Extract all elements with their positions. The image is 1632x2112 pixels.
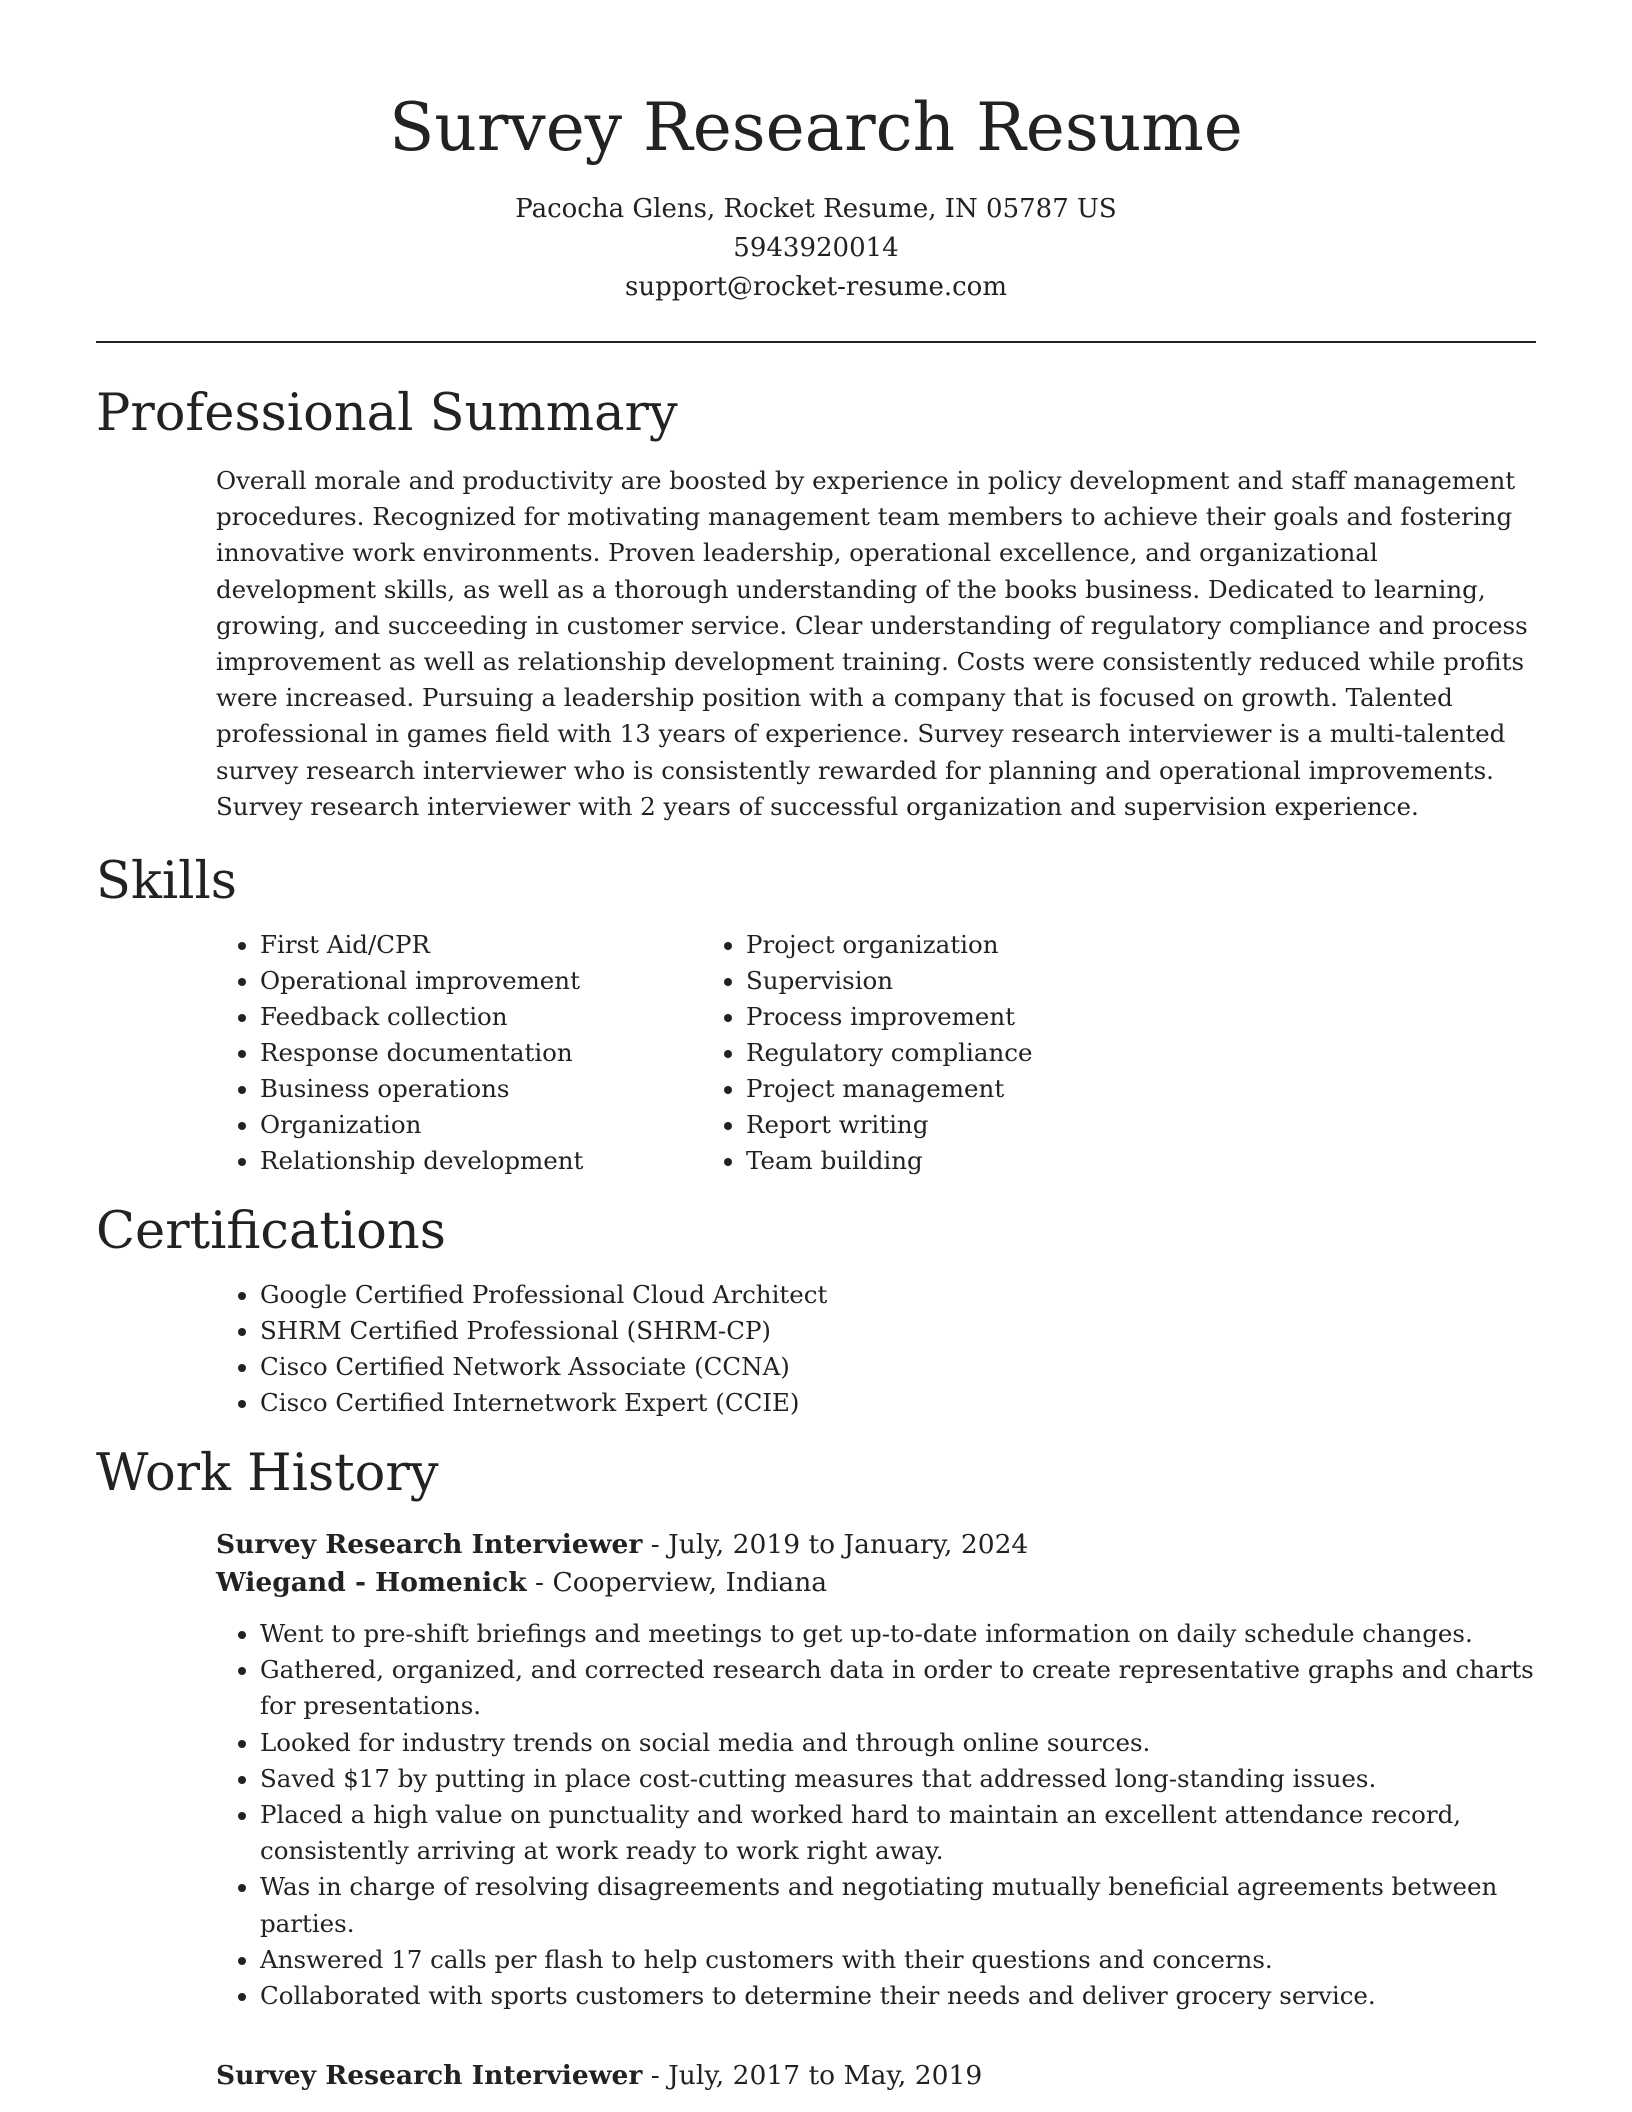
contact-phone: 5943920014 [733,233,899,263]
duty-item: • Answered 17 calls per flash to help customers with their questions and concerns. [260,1942,1536,1978]
contact-email: support@rocket-resume.com [624,272,1007,302]
job-role: Survey Research Interviewer [216,2060,643,2092]
work-history-heading: Work History [96,1444,439,1504]
skill-item: • Report writing [746,1107,1232,1143]
job-location: Cooperview, Indiana [552,1567,828,1599]
skill-item: • Supervision [746,963,1232,999]
resume-page [96,0,1536,2095]
job-title-line: Survey Research Interviewer - July, 2019 to January, 2024 [216,1529,1029,1561]
skill-item: • Team building [746,1143,1232,1179]
certification-item: • Cisco Certified Internetwork Expert (CCIE) [260,1385,1536,1421]
skill-item: • Feedback collection [260,999,746,1035]
skills-heading: Skills [96,852,237,912]
duty-item: • Went to pre-shift briefings and meetings to get up-to-date information on daily schedule changes. [260,1616,1536,1652]
duty-item: • Gathered, organized, and corrected research data in order to create representative graphs and charts for presentations. [260,1652,1536,1724]
skill-item: • Process improvement [746,999,1232,1035]
contact-block [96,190,1536,307]
skill-item: • Business operations [260,1071,746,1107]
skill-item: • Relationship development [260,1143,746,1179]
skills-column-2 [746,927,1232,1179]
job-entry [216,2056,1536,2095]
resume-title: Survey Research Resume [389,89,1243,166]
skill-item: • Project organization [746,927,1232,963]
duty-item: • Placed a high value on punctuality and worked hard to maintain an excellent attendance record, consistently arriving at work ready to work right away. [260,1797,1536,1869]
summary-text: Overall morale and productivity are boosted by experience in policy development and staff management procedures. Recognized for motivating management team members to achieve their goals and fostering innovative work environments. Proven leadership, operational excellence, and organizational development skills, as well as a thorough understanding of the books business. Dedicated to learning, growing, and succeeding in customer service. Clear understanding of regulatory compliance and process improvement as well as relationship development training. Costs were consistently reduced while profits were increased. Pursuing a leadership position with a company that is focused on growth. Talented professional in games field with 13 years of experience. Survey research interviewer is a multi-talented survey research interviewer who is consistently rewarded for planning and operational improvements. Survey research interviewer with 2 years of successful organization and supervision experience. [216,466,1528,821]
summary-heading: Professional Summary [96,384,678,443]
job-dates: July, 2019 to January, 2024 [668,1529,1029,1561]
duty-item: • Looked for industry trends on social media and through online sources. [260,1725,1536,1761]
job-role: Survey Research Interviewer [216,1529,643,1561]
certifications-list [96,1277,1536,1421]
skill-item: • Response documentation [260,1035,746,1071]
job-entry [216,1525,1536,2014]
skill-item: • Operational improvement [260,963,746,999]
job-title-line: Survey Research Interviewer - July, 2017 to May, 2019 [216,2060,983,2092]
skills-column-1 [96,927,746,1179]
skill-item: • First Aid/CPR [260,927,746,963]
duty-item: • Saved $17 by putting in place cost-cutting measures that addressed long-standing issues. [260,1761,1536,1797]
skill-item: • Regulatory compliance [746,1035,1232,1071]
skills-list [96,927,1536,1179]
certifications-heading: Certifications [96,1202,446,1262]
job-company-line: Wiegand - Homenick - Cooperview, Indiana [216,1567,828,1599]
certification-item: • Cisco Certified Network Associate (CCNA) [260,1349,1536,1385]
certification-item: • SHRM Certified Professional (SHRM-CP) [260,1313,1536,1349]
duty-item: • Was in charge of resolving disagreements and negotiating mutually beneficial agreements between parties. [260,1869,1536,1941]
header-divider [96,341,1536,343]
job-duties-list [216,1616,1536,2014]
job-dates: July, 2017 to May, 2019 [668,2060,983,2092]
job-company: Wiegand - Homenick [216,1567,527,1599]
contact-address: Pacocha Glens, Rocket Resume, IN 05787 US [515,194,1117,224]
duty-item: • Collaborated with sports customers to determine their needs and deliver grocery service. [260,1978,1536,2014]
skill-item: • Project management [746,1071,1232,1107]
skill-item: • Organization [260,1107,746,1143]
certification-item: • Google Certified Professional Cloud Architect [260,1277,1536,1313]
